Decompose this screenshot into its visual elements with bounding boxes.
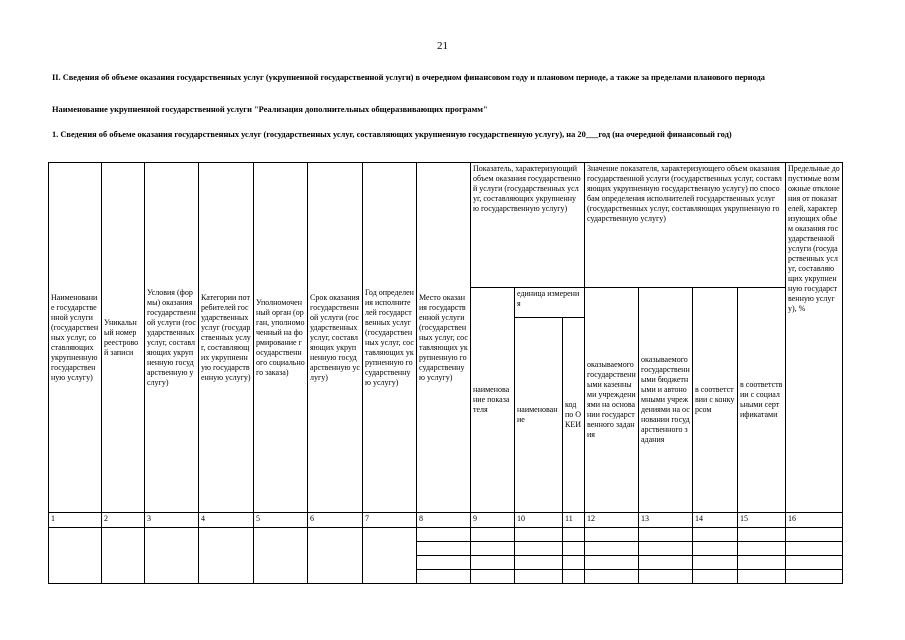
empty-cell	[417, 528, 471, 542]
empty-cell	[693, 542, 738, 556]
empty-cell	[693, 570, 738, 584]
header-value-group: Значение показателя, характеризующего объем оказания государственной услуги (государственных услуг, составляющих укрупненную государственную услугу) по способам определения исполнителей государственных услуг (государственных услуг, составляющих укрупненную государственную услугу)	[585, 163, 786, 288]
header-authorized-body: Уполномоченный орган (орган, уполномоченный на формирование государственного социального заказа)	[254, 163, 308, 513]
empty-cell	[786, 528, 843, 542]
header-conditions: Условия (формы) оказания государственной услуги (государственных услуг, составляющих укрупненную государственную услугу)	[145, 163, 199, 513]
empty-cell	[515, 570, 563, 584]
empty-cell	[145, 528, 199, 584]
header-service-name: Наименование государственной услуги (государственных услуг, составляющих укрупненную государственную услугу)	[49, 163, 102, 513]
empty-cell	[639, 570, 693, 584]
service-name: Наименование укрупненной государственной услуги "Реализация дополнительных общеразвивающих программ"	[52, 105, 488, 114]
empty-cell	[639, 542, 693, 556]
column-number: 11	[563, 513, 585, 528]
empty-cell	[563, 528, 585, 542]
empty-cell	[363, 528, 417, 584]
empty-cell	[585, 528, 639, 542]
header-consumer-categories: Категории потребителей государственных услуг (государственных услуг, составляющих укрупненную государственную услугу)	[199, 163, 254, 513]
empty-cell	[308, 528, 363, 584]
empty-cell	[417, 556, 471, 570]
column-number: 14	[693, 513, 738, 528]
empty-cell	[471, 542, 515, 556]
empty-cell	[738, 570, 786, 584]
subsection-title: 1. Сведения об объеме оказания государственных услуг (государственных услуг, составляющих укрупненную государственную услугу), на 20___год (на очередной финансовый год)	[52, 130, 732, 139]
empty-cell	[471, 528, 515, 542]
column-number: 16	[786, 513, 843, 528]
column-number: 5	[254, 513, 308, 528]
empty-cell	[786, 556, 843, 570]
column-number: 4	[199, 513, 254, 528]
empty-cell	[515, 542, 563, 556]
empty-cell	[199, 528, 254, 584]
header-certificates: в соответствии с социальными сертификатами	[738, 288, 786, 513]
empty-cell	[563, 570, 585, 584]
header-registry-number: Уникальный номер реестровой записи	[102, 163, 145, 513]
empty-cell	[515, 556, 563, 570]
empty-cell	[254, 528, 308, 584]
header-executor-year: Год определения исполнителей государственных услуг (государственных услуг, составляющих укрупненную государственную услугу)	[363, 163, 417, 513]
empty-cell	[738, 556, 786, 570]
header-unit-name: наименование	[515, 318, 563, 513]
column-number: 7	[363, 513, 417, 528]
empty-cell	[693, 556, 738, 570]
column-number: 6	[308, 513, 363, 528]
column-number: 8	[417, 513, 471, 528]
column-number: 10	[515, 513, 563, 528]
empty-cell	[515, 528, 563, 542]
column-number: 3	[145, 513, 199, 528]
header-state-institutions: оказываемого государственными казенными учреждениями на основании государственного задания	[585, 288, 639, 513]
empty-cell	[563, 556, 585, 570]
header-deviation: Предельные допустимые возможные отклонения от показателей, характеризующих объем оказания государственной услуги (государственных услуг, составляющих укрупненную государственную услугу), %	[786, 163, 843, 513]
column-number: 1	[49, 513, 102, 528]
column-number: 15	[738, 513, 786, 528]
empty-cell	[738, 542, 786, 556]
empty-cell	[49, 528, 102, 584]
table-row	[49, 528, 843, 542]
header-term: Срок оказания государственной услуги (государственных услуг, составляющих укрупненную государственную услугу)	[308, 163, 363, 513]
empty-cell	[417, 542, 471, 556]
empty-cell	[563, 542, 585, 556]
empty-cell	[585, 542, 639, 556]
empty-cell	[471, 570, 515, 584]
empty-cell	[585, 570, 639, 584]
empty-cell	[585, 556, 639, 570]
empty-cell	[693, 528, 738, 542]
header-indicator-name: наименование показателя	[471, 288, 515, 513]
empty-cell	[417, 570, 471, 584]
column-number: 9	[471, 513, 515, 528]
empty-cell	[738, 528, 786, 542]
empty-cell	[471, 556, 515, 570]
empty-cell	[786, 542, 843, 556]
column-number: 12	[585, 513, 639, 528]
page-number: 21	[437, 40, 448, 52]
header-okei-code: код по ОКЕИ	[563, 318, 585, 513]
header-competition: в соответствии с конкурсом	[693, 288, 738, 513]
section-title: II. Сведения об объеме оказания государственных услуг (укрупненной государственной услуги) в очередном финансовом году и плановом периоде, а также за пределами планового периода	[52, 73, 765, 82]
empty-cell	[639, 528, 693, 542]
empty-cell	[639, 556, 693, 570]
volume-table	[48, 162, 843, 584]
column-number: 13	[639, 513, 693, 528]
column-number: 2	[102, 513, 145, 528]
empty-cell	[786, 570, 843, 584]
header-unit-group: единица измерения	[515, 288, 585, 318]
empty-cell	[102, 528, 145, 584]
header-indicator-group: Показатель, характеризующий объем оказания государственной услуги (государственных услуг, составляющих укрупненную государственную услугу)	[471, 163, 585, 288]
header-place: Место оказания государственной услуги (государственных услуг, составляющих укрупненную государственную услугу)	[417, 163, 471, 513]
header-budget-institutions: оказываемого государственными бюджетными и автономными учреждениями на основании государственного задания	[639, 288, 693, 513]
